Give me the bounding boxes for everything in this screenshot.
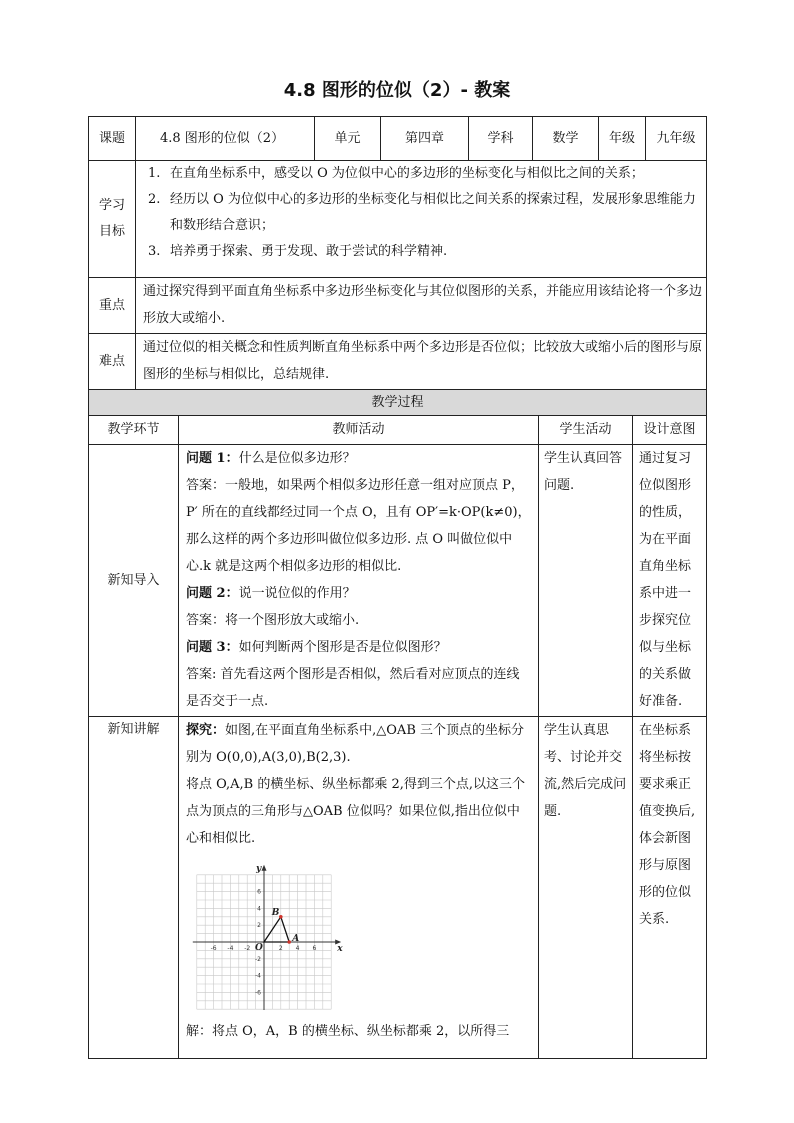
- key-point-text: 通过探究得到平面直角坐标系中多边形坐标变化与其位似图形的关系，并能应用该结论将一个多边形放大或缩小.: [143, 284, 703, 326]
- a3-text: 答案: 首先看这两个图形是否相似，然后看对应顶点的连线是否交于一点.: [186, 667, 520, 709]
- coordinate-graph: [192, 858, 362, 1010]
- intro-student: 学生认真回答问题.: [544, 451, 623, 493]
- point-b: [279, 915, 283, 919]
- a1-text: 答案：一般地，如果两个相似多边形任意一组对应顶点 P， P′ 所在的直线都经过同一个点 O，且有 OP′=k·OP(k≠0)，那么这样的两个多边形叫做位似多边形. 点 O 叫做位似中心.k 就是这两个相似多边形的相似比.: [186, 478, 531, 574]
- q2-label: 问题 2：: [186, 586, 239, 601]
- col-student-header: 学生活动: [559, 422, 612, 437]
- unit-value: 第四章: [404, 130, 444, 146]
- x-tick-label: -2: [244, 945, 251, 952]
- lesson-label: 课题: [98, 130, 125, 146]
- y-tick-label: 6: [257, 888, 261, 896]
- unit-label: 单元: [334, 130, 361, 146]
- y-tick-label: -2: [255, 955, 261, 963]
- explain-teacher: [186, 717, 532, 857]
- difficulty-text: 通过位似的相关概念和性质判断直角坐标系中两个多边形是否位似；比较放大或缩小后的图形与原图形的坐标与相似比，总结规律.: [143, 340, 703, 382]
- goal-item: 1. 在直角坐标系中，感受以 O 为位似中心的多边形的坐标变化与相似比之间的关系；: [148, 166, 644, 181]
- a2-text: 答案：将一个图形放大或缩小.: [186, 613, 360, 628]
- origin-label: O: [255, 943, 263, 953]
- solution-text: 解：将点 O，A，B 的横坐标、纵坐标都乘 2，以所得三: [186, 1024, 510, 1039]
- intro-stage: 新知导入: [107, 572, 160, 588]
- point-label-b: B: [271, 907, 280, 918]
- col-teacher-header: 教师活动: [332, 422, 385, 437]
- x-tick-label: 2: [278, 945, 283, 952]
- goal-item: 2. 经历以 O 为位似中心的多边形的坐标变化与相似比之间关系的探索过程，发展形象思维能力和数形结合意识；: [148, 192, 696, 233]
- subject-label: 学科: [487, 130, 514, 146]
- document-title: 4.8 图形的位似（2）- 教案: [283, 80, 511, 101]
- y-axis-label: y: [256, 863, 262, 874]
- lesson-value: 4.8 图形的位似（2）: [160, 130, 285, 146]
- y-tick-label: 4: [257, 905, 261, 913]
- key-point-label: 重点: [98, 297, 125, 313]
- explore-text: 如图,在平面直角坐标系中,△OAB 三个顶点的坐标分别为 O(0,0),A(3,0),B(2,3).: [186, 723, 525, 765]
- intro-design: 通过复习位似图形的性质，为在平面直角坐标系中进一步探究位似与坐标的关系做好准备.: [639, 451, 692, 709]
- triangle-oab: [264, 908, 299, 944]
- x-tick-label: 4: [295, 945, 300, 952]
- goals-list: [142, 161, 702, 277]
- goals-label: 学习目标: [98, 198, 125, 239]
- triangle-edges: [264, 917, 289, 942]
- intro-teacher: [186, 445, 532, 716]
- point-a: [287, 940, 291, 944]
- y-tick-label: 2: [257, 922, 261, 930]
- x-tick-label: 6: [312, 945, 317, 952]
- col-stage-header: 教学环节: [107, 422, 160, 437]
- x-tick-label: -4: [227, 945, 234, 952]
- x-axis-label: x: [337, 944, 343, 954]
- grade-label: 年级: [608, 130, 635, 146]
- q3-text: 如何判断两个图形是否是位似图形？: [238, 640, 447, 655]
- q1-label: 问题 1：: [186, 451, 239, 466]
- explain-student: 学生认真思考、讨论并交流,然后完成问题.: [544, 723, 627, 819]
- grade-value: 九年级: [656, 130, 696, 146]
- explain-design: 在坐标系将坐标按要求乘正值变换后,体会新图形与原图形的位似关系.: [639, 723, 696, 927]
- x-tick-label: -6: [210, 945, 217, 952]
- process-title: 教学过程: [371, 394, 424, 410]
- q1-text: 什么是位似多边形？: [238, 451, 356, 466]
- col-design-header: 设计意图: [643, 422, 696, 437]
- point-label-a: A: [292, 934, 300, 944]
- y-tick-label: -4: [255, 972, 261, 980]
- q2-text: 说一说位似的作用？: [238, 586, 356, 601]
- task-text: 将点 O,A,B 的横坐标、纵坐标都乘 2,得到三个点,以这三个点为顶点的三角形与△OAB 位似吗？如果位似,指出位似中心和相似比.: [186, 777, 526, 846]
- difficulty-label: 难点: [98, 353, 125, 369]
- y-axis-arrow: [262, 865, 267, 871]
- subject-value: 数学: [552, 130, 579, 146]
- goal-item: 3. 培养勇于探索、勇于发现、敢于尝试的科学精神.: [148, 244, 448, 259]
- y-tick-label: -6: [255, 989, 261, 997]
- explore-label: 探究：: [186, 723, 226, 738]
- explain-stage: 新知讲解: [107, 722, 160, 737]
- q3-label: 问题 3：: [186, 640, 239, 655]
